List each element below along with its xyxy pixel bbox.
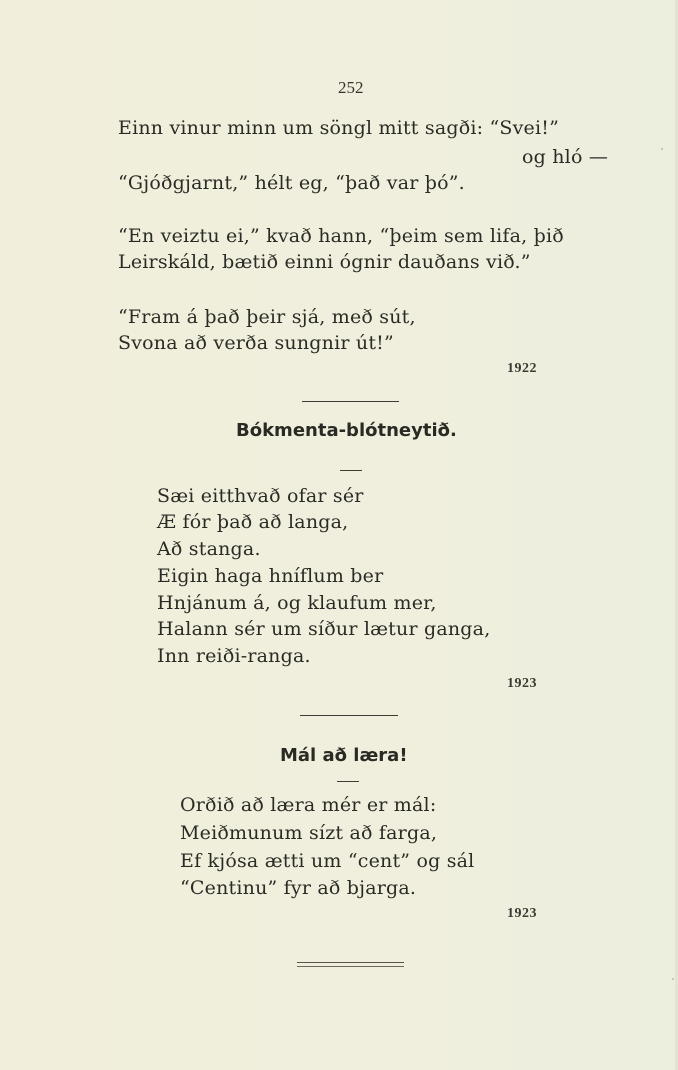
poem1-line: Einn vinur minn um söngl mitt sagði: “Svei!” [118, 117, 560, 139]
poem2-line: Sæi eitthvað ofar sér [157, 485, 364, 507]
title-underrule [340, 470, 362, 471]
poem3-year: 1923 [507, 906, 537, 921]
poem1-year: 1922 [507, 361, 537, 376]
end-rule-top [297, 962, 404, 963]
paper-speck [672, 978, 674, 980]
poem2-title: Bókmenta-blótneytið. [236, 420, 457, 441]
poem2-line: Inn reiði-ranga. [157, 645, 311, 667]
poem3-line: “Centinu” fyr að bjarga. [180, 877, 417, 899]
poem1-line: “Fram á það þeir sjá, með sút, [118, 306, 416, 328]
poem2-line: Hnjánum á, og klaufum mer, [157, 592, 437, 614]
section-divider [300, 715, 398, 716]
section-divider [302, 401, 399, 402]
poem1-line: “En veiztu ei,” kvað hann, “þeim sem lifa, þið [118, 225, 564, 247]
poem2-line: Æ fór það að langa, [157, 511, 349, 533]
poem2-line: Eigin haga hníflum ber [157, 565, 384, 587]
poem1-line: “Gjóðgjarnt,” hélt eg, “það var þó”. [118, 172, 465, 194]
poem1-line: og hló — [522, 146, 609, 168]
poem3-line: Ef kjósa ætti um “cent” og sál [180, 850, 475, 872]
poem3-title: Mál að læra! [280, 745, 408, 766]
page-number: 252 [338, 78, 364, 97]
poem2-year: 1923 [507, 676, 537, 691]
poem2-line: Halann sér um síður lætur ganga, [157, 618, 491, 640]
poem2-line: Að stanga. [157, 538, 261, 560]
paper-speck [661, 148, 663, 150]
poem3-line: Orðið að læra mér er mál: [180, 794, 437, 816]
poem1-line: Leirskáld, bætið einni ógnir dauðans við.” [118, 251, 531, 273]
poem1-line: Svona að verða sungnir út!” [118, 332, 394, 354]
poem3-line: Meiðmunum sízt að farga, [180, 822, 438, 844]
title-underrule [337, 781, 359, 782]
end-rule-bottom [297, 966, 404, 967]
